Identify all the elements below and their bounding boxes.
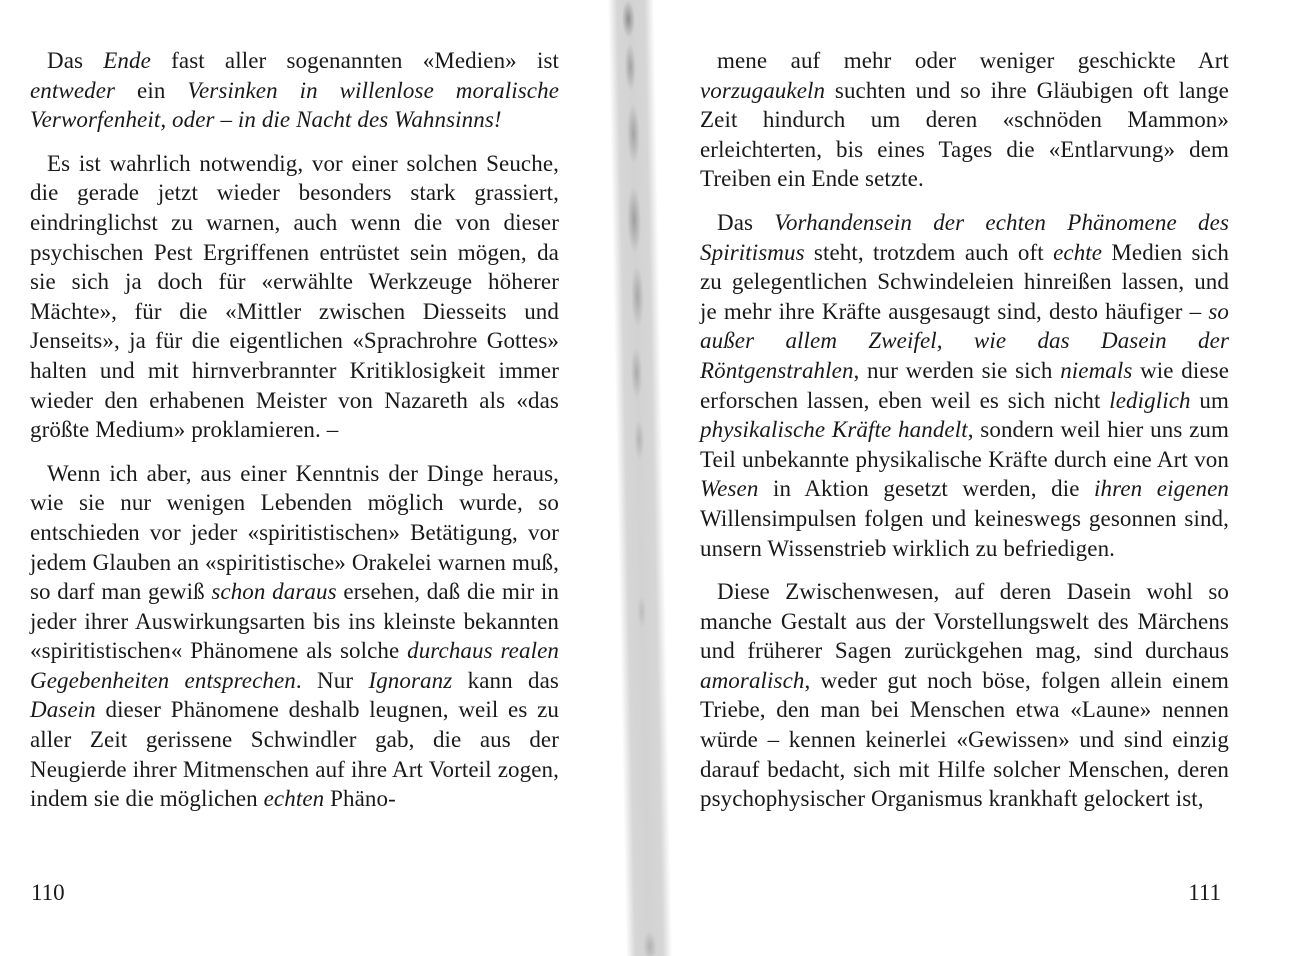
text-run: , weder gut noch böse, folgen allein einem Triebe, den man bei Menschen etwa «Laune» nennen würde – kennen keinerlei «Gewissen» und sind einzig darauf bedacht, sich mit Hilfe solcher Menschen, deren psychophysischer Organismus krankhaft gelockert ist,: [700, 667, 1229, 812]
text-run: Diese Zwischenwesen, auf deren Dasein wohl so manche Gestalt aus der Vorstellungswelt des Märchens und früherer Sagen zurückgehen mag, sind durchaus: [700, 579, 1229, 664]
text-run: ersehen, daß die mir in jeder ihrer Auswirkungsarten bis ins kleinste bekannten «spiritistischen« Phänomene als solche: [30, 579, 559, 664]
text-run: kann das: [452, 667, 559, 693]
text-run: fast aller sogenannten «Medien» ist: [150, 48, 559, 73]
text-run: Phäno-: [324, 786, 396, 812]
italic-text-run: Ignoranz: [368, 667, 453, 693]
paragraph: [700, 46, 1229, 194]
text-run: um: [1190, 387, 1229, 413]
italic-text-run: schon daraus: [211, 579, 337, 605]
italic-text-run: Wesen: [700, 476, 759, 502]
italic-text-run: Vorhandensein der echten Phänomene des Spiritismus: [700, 209, 1229, 265]
text-run: . Nur: [295, 667, 369, 693]
text-run: Wenn ich aber, aus einer Kenntnis der Dinge heraus, wie sie nur wenigen Lebenden möglich wurde, so entschieden vor jeder «spiritistischen» Betätigung, vor jedem Glauben an «spiritistische» Orakelei warnen muß, so darf man gewiß: [30, 460, 559, 605]
left-page-text-block: [30, 46, 559, 814]
paragraph: [30, 46, 559, 135]
text-run: suchten und so ihre Gläubigen oft lange Zeit hindurch um deren «schnöden Mammon» erleichterten, bis eines Tages die «Entlarvung» dem Treiben ein Ende setzte.: [700, 77, 1229, 192]
text-run: dieser Phänomene deshalb leugnen, weil es zu aller Zeit gerissene Schwindler gab, die aus der Neugierde ihrer Mitmenschen auf ihre Art Vorteil zogen, indem sie die möglichen: [30, 697, 559, 812]
text-run: Das: [47, 48, 104, 73]
italic-text-run: echten: [263, 786, 325, 812]
right-page-number: 111: [1188, 880, 1221, 905]
italic-text-run: Ende: [103, 48, 151, 73]
italic-text-run: so außer allem Zweifel, wie das Dasein der Röntgenstrahlen: [700, 298, 1229, 383]
right-page-text-block: [700, 46, 1229, 814]
text-run: Das: [717, 209, 775, 235]
italic-text-run: Dasein: [30, 697, 96, 723]
text-run: mene auf mehr oder weniger geschickte Art: [717, 48, 1229, 73]
italic-text-run: durchaus realen Gegebenheiten entsprechen: [30, 638, 559, 693]
text-run: , sondern weil hier uns zum Teil unbekannte physikalische Kräfte durch eine Art von: [700, 417, 1229, 472]
text-run: Willensimpulsen folgen und keineswegs gesonnen sind, unsern Wissenstrieb wirklich zu befriedigen.: [700, 505, 1229, 561]
text-run: steht, trotzdem auch oft: [804, 239, 1054, 265]
italic-text-run: niemals: [1060, 357, 1133, 383]
text-run: in Aktion gesetzt werden, die: [758, 476, 1095, 502]
italic-text-run: physikalische Kräfte handelt: [700, 417, 968, 443]
text-run: ein: [115, 77, 188, 103]
italic-text-run: echte: [1053, 239, 1103, 265]
italic-text-run: lediglich: [1109, 387, 1191, 413]
italic-text-run: entweder: [30, 77, 116, 103]
italic-text-run: Versinken in willenlose moralische Verworfenheit, oder – in die Nacht des Wahnsinns!: [30, 77, 559, 133]
paragraph: [30, 149, 559, 445]
italic-text-run: vorzugaukeln: [700, 77, 826, 103]
text-run: , nur werden sie sich: [853, 357, 1061, 383]
paragraph: [700, 577, 1229, 814]
italic-text-run: amoralisch: [700, 667, 805, 693]
binding-gutter-shadow: [608, 0, 672, 956]
paragraph: [30, 459, 559, 814]
paragraph: [700, 208, 1229, 563]
italic-text-run: ihren eigenen: [1094, 476, 1229, 502]
left-page-number: 110: [31, 880, 65, 905]
text-run: Es ist wahrlich notwendig, vor einer solchen Seuche, die gerade jetzt wieder besonders stark grassiert, eindringlichst zu warnen, auch wenn die von dieser psychischen Pest Ergriffenen entrüstet sein mögen, da sie sich ja doch für «erwählte Werkzeuge höherer Mächte», für die «Mittler zwischen Diesseits und Jenseits», ja für die eigentlichen «Sprachrohre Gottes» halten und mit hirnverbrannter Kritiklosigkeit immer wieder den erhabenen Meister von Nazareth als «das größte Medium» proklamieren. –: [30, 150, 559, 443]
text-run: wie diese erforschen lassen, eben weil es sich nicht: [700, 357, 1229, 413]
text-run: Medien sich zu gelegentlichen Schwindeleien hinreißen lassen, und je mehr ihre Kräfte ausgesaugt sind, desto häufiger –: [700, 239, 1229, 324]
